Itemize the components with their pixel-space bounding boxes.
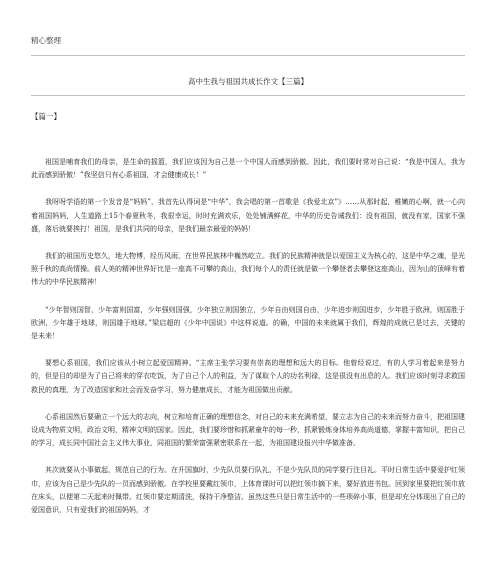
article-body xyxy=(31,156,465,531)
paragraph: 祖国是哺育我们的母亲，是生命的摇篮，我们应该因为自己是一个中国人而感到骄傲。因此，我们要时常对自己说：“我是中国人，我为此而感到骄傲！”我坚信只有心系祖国，才会健康成长！” xyxy=(31,158,465,180)
paragraph: 要想心系祖国，我们应该从小树立起爱国精神。“主席主张学习要有崇高的理想和远大的目标。他曾经说过，有的人学习着起来是努力的，但是目的却是为了自己将来的穿衣吃饭，为了自己个人的利益，为了谋取个人的功名利禄，这是很没有出息的人。我们应该时刻寻求救国救民的真理，为了改造国家和社会而发奋学习，努力健康成长，才能为祖国做出贡献。 xyxy=(31,359,465,394)
header-mark: 精心整理 xyxy=(31,36,61,45)
document-title: 高中生我与祖国共成长作文【三篇】 xyxy=(188,77,308,86)
paragraph: “少年智则国智，少年富则国富，少年强则国强，少年独立则国独立，少年自由则国自由，少年进步则国进步，少年胜于欧洲，则国胜于欧洲，少年雄于地球，则国雄于地球。”梁启超的《少年中国说》中这样说道。的确，中国的未来就属于我们，辉煌的成就已是过去，关键的是未来！ xyxy=(31,305,465,341)
paragraph: 其次就要从小事做起，规范自己的行为。在升国旗时，少先队员要行队礼，不是少先队员的同学要行注目礼。平时日常生活中要爱护红领巾，应该为自己是少先队的一员而感到骄傲。在学校里要戴红领巾，上体育课时可以把红领巾摘下来，要好放进书包。回到家里要把红领巾放在床头，以便第二天起来时佩带。红领巾要定期清洗，保持干净整洁。虽然这些只是日常生活中的一些琐碎小事，但是却充分体现出了自己的爱国意识，只有爱我们的祖国妈妈，才 xyxy=(31,466,465,515)
header-divider xyxy=(31,55,465,56)
paragraph: 我呀呀学语的第一个发音是“妈妈”，我首先认得词是“中华”，我会唱的第一首歌是《我爱北京”》……从那时起，稚嫩的心啊，就一心向着祖国妈妈，人生道路上15个春夏秋冬，我很幸运，时时充满欢乐，处处铺满鲜花，中华的历史告诫我们：没有祖国，就没有家，国家不强盛，落后就要挨打！祖国，是我们共同的母亲，是我们最亲最爱的妈妈！ xyxy=(31,198,465,233)
paragraph: 我们的祖国历史悠久，地大物博，经历风雨，在世界民族林中巍然屹立。我们的民族精神就是以爱国主义为核心的，这是中华之魂，是光照千秋的高尚情操。前人美的精神世界好比是一座高不可攀的高山，我们每个人的责任就是做一个攀登者去攀登这座高山，因为山的顶峰有着伟大的中华民族精神！ xyxy=(31,252,465,287)
section-label: 【篇一】 xyxy=(31,112,61,121)
title-divider xyxy=(31,95,465,96)
paragraph: 心系祖国然后要确立一个远大的志向，树立和培育正确的理想信念，对自己的未来充满希望，要立志为自己的未来而努力奋斗，把祖国建设成为物质文明，政治文明，精神文明的国家。因此，我们要珍惜和抓紧童年的每一秒，抓紧锻炼身体培养高尚道德，掌握丰富知识，把自己的学习，成长同中国社会主义伟大事业，同祖国的繁荣富强紧密联系在一起，为祖国建设报兴中华做准备。 xyxy=(31,412,465,448)
